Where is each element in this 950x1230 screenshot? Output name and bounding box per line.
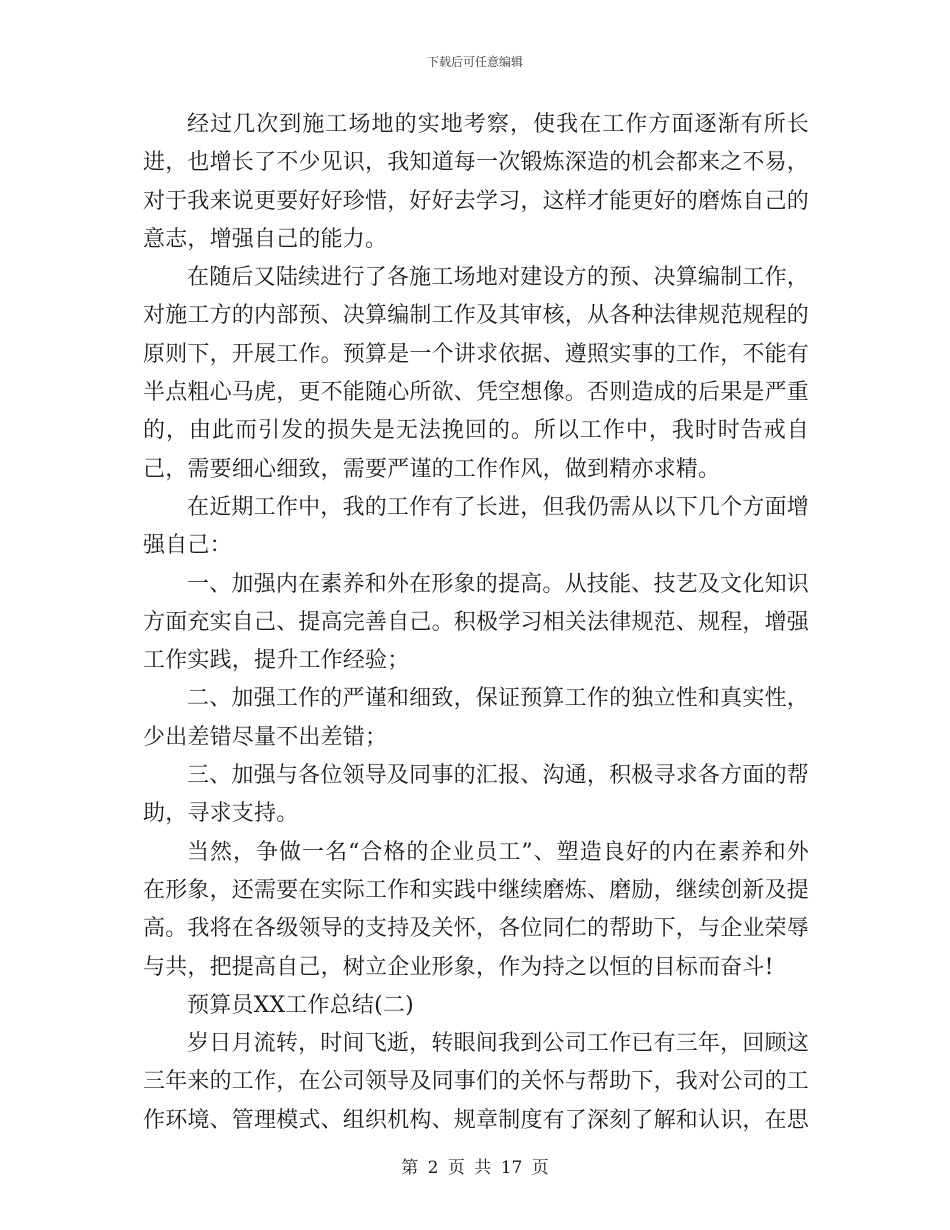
paragraph: 在近期工作中，我的工作有了长进，但我仍需从以下几个方面增强自己： [143, 494, 809, 559]
paragraph: 三、加强与各位领导及同事的汇报、沟通，积极寻求各方面的帮助，寻求支持。 [143, 763, 809, 827]
document-body [143, 106, 809, 1140]
paragraph: 在随后又陆续进行了各施工场地对建设方的预、决算编制工作，对施工方的内部预、决算编制工作及其审核，从各种法律规范规程的原则下，开展工作。预算是一个讲求依据、遵照实事的工作，不能有半点粗心马虎，更不能随心所欲、凭空想像。否则造成的后果是严重的，由此而引发的损失是无法挽回的。所以工作中，我时时告戒自己，需要细心细致，需要严谨的工作作风，做到精亦求精。 [143, 265, 810, 482]
paragraph: 二、加强工作的严谨和细致，保证预算工作的独立性和真实性，少出差错尽量不出差错； [143, 686, 809, 750]
paragraph: 经过几次到施工场地的实地考察，使我在工作方面逐渐有所长进，也增长了不少见识，我知道每一次锻炼深造的机会都来之不易，对于我来说更要好好珍惜，好好去学习，这样才能更好的磨炼自己的意志，增强自己的能力。 [143, 112, 810, 252]
paragraph: 一、加强内在素养和外在形象的提高。从技能、技艺及文化知识方面充实自己、提高完善自己。积极学习相关法律规范、规程，增强工作实践，提升工作经验； [143, 571, 810, 674]
section-heading: 预算员XX工作总结(二) [187, 992, 414, 1018]
paragraph: 岁日月流转，时间飞逝，转眼间我到公司工作已有三年，回顾这三年来的工作，在公司领导及同事们的关怀与帮助下，我对公司的工作环境、管理模式、组织机构、规章制度有了深刻了解和认识，在思 [143, 1031, 810, 1133]
page-header-note: 下载后可任意编辑 [426, 55, 523, 69]
page-number-footer: 第 2 页 共 17 页 [401, 1158, 549, 1178]
paragraph: 当然，争做一名“合格的企业员工”、塑造良好的内在素养和外在形象，还需要在实际工作和实践中继续磨炼、磨励，继续创新及提高。我将在各级领导的支持及关怀，各位同仁的帮助下，与企业荣辱与共，把提高自己，树立企业形象，作为持之以恒的目标而奋斗! [143, 839, 810, 980]
